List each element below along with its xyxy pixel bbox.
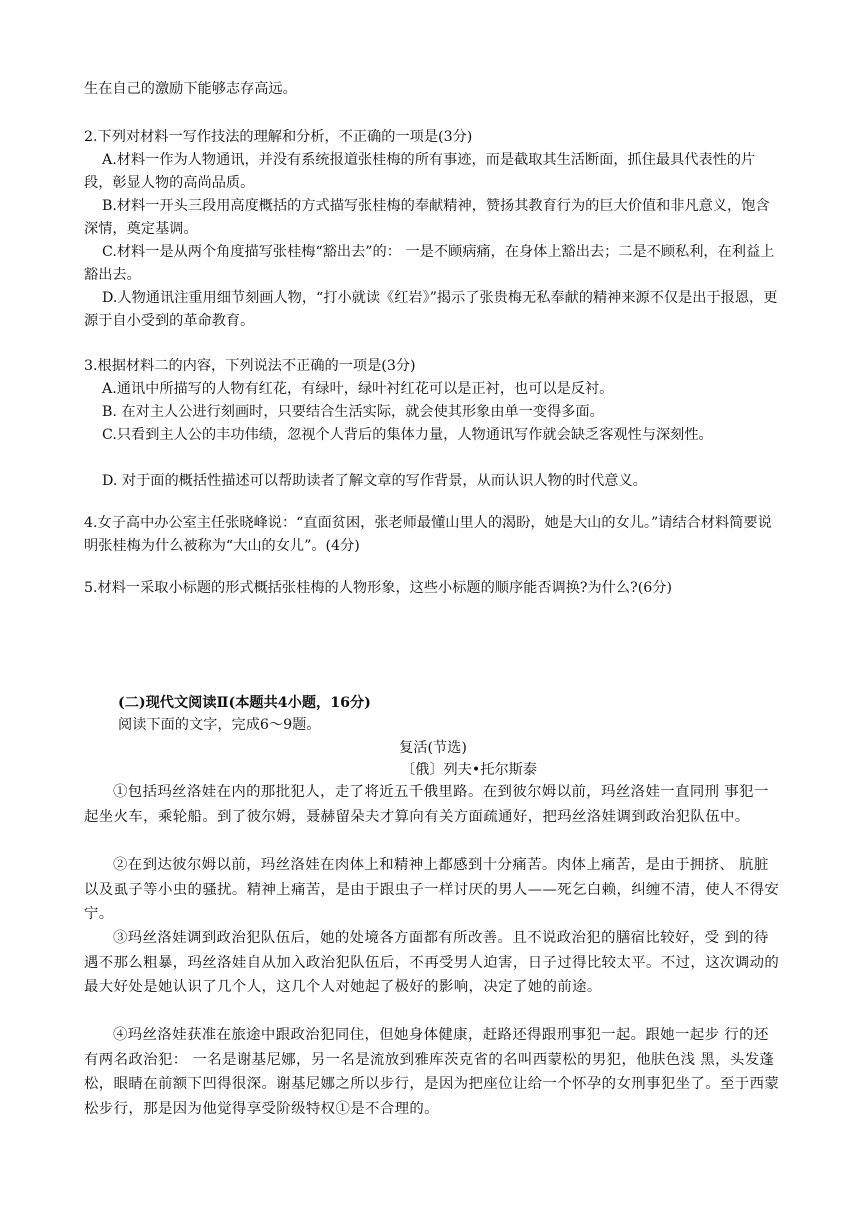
section-instruction: 阅读下面的文字，完成6～9题。 — [118, 717, 321, 733]
article-paragraph-4: ④玛丝洛娃获准在旅途中跟政治犯同住，但她身体健康，赶路还得跟刑事犯一起。跟她一起步 行的还有两名政治犯： 一名是谢基尼娜，另一名是流放到雅库茨克省的名叫西蒙松的男犯，他肤色浅 黑，头发蓬松，眼睛在前额下凹得很深。谢基尼娜之所以步行，是因为把座位让给一个怀孕的女刑事犯坐了。至于西蒙松步行，那是因为他觉得享受阶级特权①是不合理的。 — [84, 1027, 780, 1117]
article-paragraph-2: ②在到达彼尔姆以前，玛丝洛娃在肉体上和精神上都感到十分痛苦。肉体上痛苦，是由于拥挤、 肮脏以及虱子等小虫的骚扰。精神上痛苦，是由于跟虫子一样讨厌的男人——死乞白赖，纠缠不清，使人不得安宁。 — [84, 857, 780, 922]
q3-option-a: A.通讯中所描写的人物有红花，有绿叶，绿叶衬红花可以是正衬，也可以是反衬。 — [102, 381, 614, 397]
q3-stem: 3.根据材料二的内容，下列说法不正确的一项是(3分) — [84, 358, 416, 374]
article-title: 复活(节选) — [399, 740, 467, 756]
q3-option-d: D. 对于面的概括性描述可以帮助读者了解文章的写作背景，从而认识人物的时代意义。 — [102, 473, 647, 489]
q2-stem: 2.下列对材料一写作技法的理解和分析，不正确的一项是(3分) — [84, 129, 473, 145]
article-author: 〔俄〕列夫•托尔斯泰 — [400, 762, 538, 778]
q2-option-c: C.材料一是从两个角度描写张桂梅“豁出去”的： 一是不顾病痛，在身体上豁出去；二是不顾私利，在利益上豁出去。 — [84, 244, 775, 283]
article-paragraph-3: ③玛丝洛娃调到政治犯队伍后，她的处境各方面都有所改善。且不说政治犯的膳宿比较好，受 到的待遇不那么粗暴，玛丝洛娃自从加入政治犯队伍后，不再受男人迫害，日子过得比较太平。不过，这次调动的最大好处是她认识了几个人，这几个人对她起了极好的影响，决定了她的前途。 — [84, 930, 780, 995]
q2-option-b: B.材料一开头三段用高度概括的方式描写张桂梅的奉献精神，赞扬其教育行为的巨大价值和非凡意义，饱含深情，奠定基调。 — [84, 198, 770, 237]
q3-option-c: C.只看到主人公的丰功伟绩，忽视个人背后的集体力量，人物通讯写作就会缺乏客观性与深刻性。 — [102, 427, 713, 443]
q5-text: 5.材料一采取小标题的形式概括张桂梅的人物形象，这些小标题的顺序能否调换?为什么?(6分) — [84, 580, 672, 596]
continuation-text: 生在自己的激励下能够志存高远。 — [84, 81, 297, 97]
q4-text: 4.女子高中办公室主任张晓峰说：“直面贫困，张老师最懂山里人的渴盼，她是大山的女儿。”请结合材料简要说明张桂梅为什么被称为“大山的女儿”。(4分) — [84, 515, 772, 554]
q3-option-b: B. 在对主人公进行刻画时，只要结合生活实际，就会使其形象由单一变得多面。 — [102, 404, 604, 420]
article-paragraph-1: ①包括玛丝洛娃在内的那批犯人，走了将近五千俄里路。在到彼尔姆以前，玛丝洛娃一直同刑 事犯一起坐火车，乘轮船。到了彼尔姆，聂赫留朵夫才算向有关方面疏通好，把玛丝洛娃调到政治犯队伍中。 — [84, 784, 769, 825]
q2-option-d: D.人物通讯注重用细节刻画人物，“打小就读《红岩》”揭示了张贵梅无私奉献的精神来源不仅是出于报恩，更源于自小受到的革命教育。 — [84, 290, 778, 329]
q2-option-a: A.材料一作为人物通讯，并没有系统报道张桂梅的所有事迹，而是截取其生活断面，抓住最具代表性的片段，彰显人物的高尚品质。 — [84, 152, 756, 191]
section-heading: (二)现代文阅读Ⅱ(本题共4小题，16分) — [118, 695, 371, 711]
